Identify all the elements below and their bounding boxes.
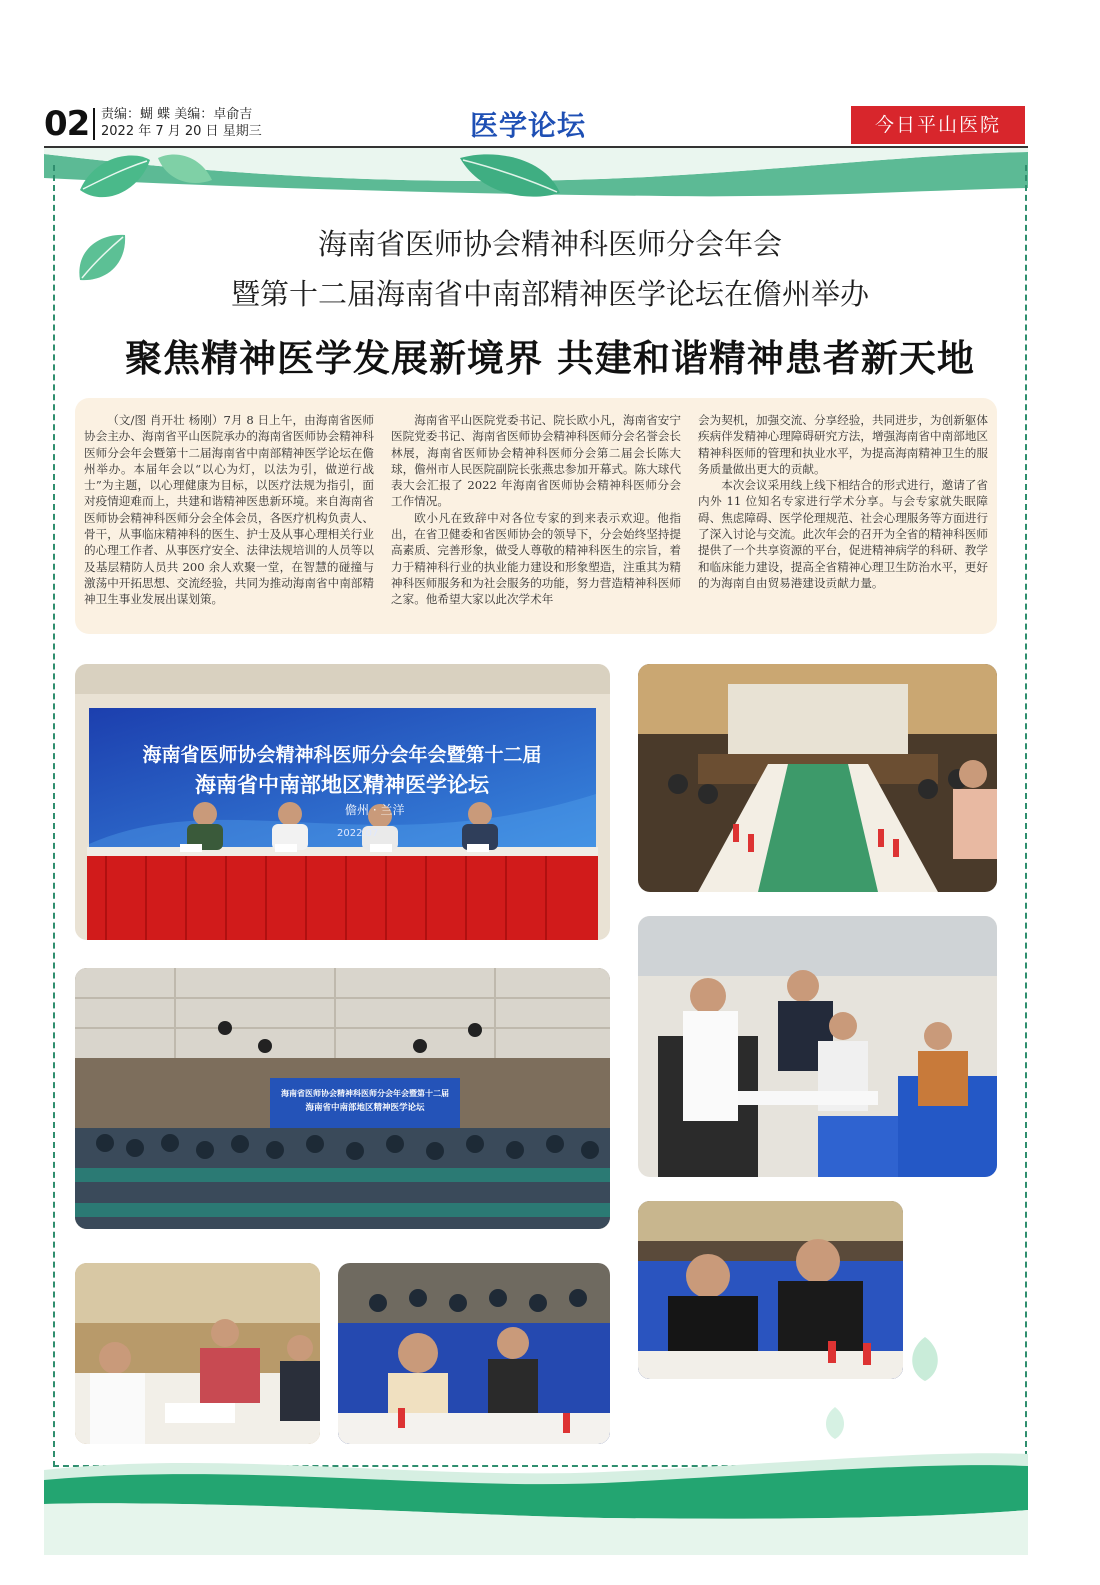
page-number: 02	[44, 104, 90, 144]
date-line: 2022 年 7 月 20 日 星期三	[101, 124, 262, 139]
article-paragraph: 欧小凡在致辞中对各位专家的到来表示欢迎。他指出，在省卫健委和省医师协会的领导下，分会始终坚持提高素质、完善形象，做受人尊敬的精神科医生的宗旨，着力于精神科行业的执业能力建设和形象塑造，注重其为精神科医师服务和为社会服务的功能，努力营造精神科医师之家。他希望大家以此次学术年	[391, 510, 681, 607]
bottom-wave-decoration	[44, 1440, 1028, 1555]
headline-line-1: 海南省医师协会精神科医师分会年会	[317, 227, 782, 261]
article-paragraph: 会为契机，加强交流、分享经验，共同进步，为创新躯体疾病伴发精神心理障碍研究方法，增强海南省中南部地区精神科医师的管理和执业水平，为提高海南精神卫生的服务质量做出更大的贡献。	[698, 413, 988, 476]
section-title: 医学论坛	[470, 109, 587, 142]
article-paragraph: 本次会议采用线上线下相结合的形式进行，邀请了省内外 11 位知名专家进行学术分享。与会专家就失眠障碍、焦虑障碍、医学伦理规范、社会心理服务等方面进行了深入讨论与交流。此次年会的召开为全省的精神科医师提供了一个共享资源的平台，促进精神病学的科研、教学和临床能力建设，提高全省精神心理卫生防治水平，更好的为海南自由贸易港建设贡献力量。	[698, 478, 988, 590]
article-paragraph: 海南省平山医院党委书记、院长欧小凡，海南省安宁医院党委书记、海南省医师协会精神科医师分会名誉会长林展，海南省医师协会精神科医师分会第二届会长陈大球，儋州市人民医院副院长张燕忠参加开幕式。陈大球代表大会汇报了 2022 年海南省医师协会精神科医师分会工作情况。	[391, 413, 681, 509]
leaf-icon	[905, 1335, 945, 1383]
photo-young-attendees	[638, 1201, 903, 1379]
photo-stage	[75, 664, 610, 940]
photo-attendees-seated	[338, 1263, 610, 1444]
article-column-3	[698, 412, 988, 591]
hall-banner-line-2: 海南省中南部地区精神医学论坛	[305, 1103, 425, 1113]
header-divider	[93, 108, 95, 140]
photo-meeting-room	[638, 664, 997, 892]
stage-banner-line-2: 海南省中南部地区精神医学论坛	[195, 773, 489, 797]
newspaper-name: 今日平山医院	[851, 106, 1025, 144]
editor-line: 责编：蝴 蝶 美编：卓俞吉	[101, 107, 253, 122]
article-column-1	[84, 412, 374, 608]
header-meta	[101, 106, 262, 140]
photo-conference-hall	[75, 968, 610, 1229]
article-paragraph: （文/图 肖开壮 杨刚）7月 8 日上午，由海南省医师协会主办、海南省平山医院承办的海南省医师协会精神科医师分会年会暨第十二届海南省中南部精神医学论坛在儋州举办。本届年会以“以心为灯，以法为引，做逆行战士”为主题，以心理健康为目标，以医疗法规为指引，面对疫情迎难而上，共建和谐精神医患新环境。来自海南省医师协会精神科医师分会全体会员，各医疗机构负责人、骨干，从事临床精神科的医生、护士及从事心理相关行业的心理工作者、从事医疗安全、法律法规培训的人员等以及基层精防人员共 200 余人欢聚一堂，在智慧的碰撞与激荡中开拓思想、交流经验，共同为推动海南省中南部精神卫生事业发展出谋划策。	[84, 413, 374, 607]
main-headline: 聚焦精神医学发展新境界 共建和谐精神患者新天地	[125, 337, 975, 380]
leaf-icon	[75, 150, 155, 210]
photo-registration	[638, 916, 997, 1177]
stage-banner-date: 2022.07	[337, 828, 379, 839]
headline-line-2: 暨第十二届海南省中南部精神医学论坛在儋州举办	[230, 277, 869, 311]
leaf-icon	[820, 1405, 850, 1441]
photo-attendees-signing	[75, 1263, 320, 1444]
stage-banner-line-1: 海南省医师协会精神科医师分会年会暨第十二届	[142, 744, 542, 766]
stage-banner-place: 儋州 · 兰洋	[345, 803, 405, 817]
hall-banner-line-1: 海南省医师协会精神科医师分会年会暨第十二届	[281, 1089, 449, 1098]
leaf-icon	[455, 148, 565, 203]
article-column-2	[391, 412, 681, 608]
leaf-icon	[155, 150, 215, 190]
